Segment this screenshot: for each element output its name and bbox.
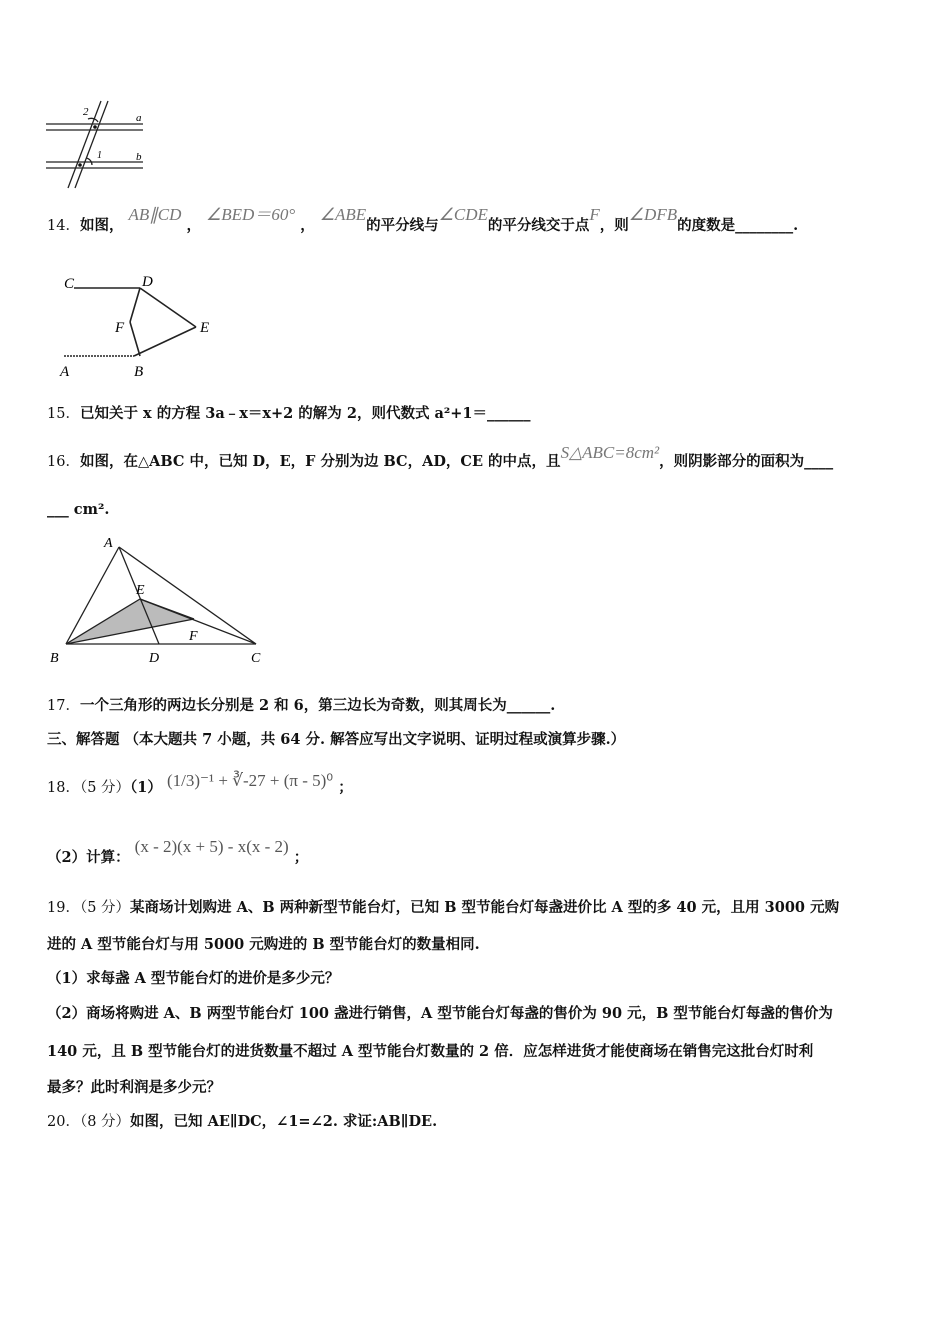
- q16-unit: ___ cm².: [47, 501, 110, 518]
- q19-score: （5 分）: [79, 900, 131, 916]
- point-e-label: E: [136, 583, 145, 598]
- question-19-line-5: [47, 1040, 813, 1061]
- q19-line-2-text: 进的 A 型节能台灯与用 5000 元购进的 B 型节能台灯的数量相同.: [47, 936, 480, 953]
- line-a-label: a: [136, 112, 142, 124]
- q14-text: 的平分线交于点: [487, 217, 590, 234]
- q19-number: 19．: [47, 900, 80, 916]
- q16-math-area: S△ABC=8cm²: [560, 443, 660, 462]
- question-19-part-2: [47, 1002, 833, 1023]
- q14-math-angle-dfb: ∠DFB: [628, 205, 678, 224]
- question-19-line-2: [47, 933, 480, 954]
- q18-part1-end: ；: [338, 779, 353, 796]
- question-15: [47, 402, 530, 423]
- q19-part-1-text: （1）求每盏 A 型节能台灯的进价是多少元？: [47, 970, 340, 987]
- question-14: [47, 205, 799, 250]
- q16-number: 16．: [47, 454, 80, 470]
- q18-part2-end: ；: [293, 849, 309, 866]
- question-18-part2: [47, 837, 309, 867]
- q14-math-angle-abe: ∠ABE: [319, 205, 367, 224]
- section-3-heading: [47, 728, 625, 749]
- q19-line-1: 某商场计划购进 A、B 两种新型节能台灯，已知 B 型节能台灯每盏进价比 A 型的多 40 元，且用 3000 元购: [130, 899, 840, 916]
- q16-text: 如图，在△ABC 中，已知 D，E，F 分别为边 BC，AD，CE 的中点，且: [79, 453, 561, 470]
- q15-text: 已知关于 x 的方程 3a﹣x＝x+2 的解为 2，则代数式 a²+1＝______: [79, 405, 531, 422]
- q14-math-point-f: F: [589, 205, 600, 224]
- angle-1-label: 1: [97, 150, 102, 161]
- line-b-label: b: [136, 151, 142, 163]
- q17-text: 一个三角形的两边长分别是 2 和 6，第三边长为奇数，则其周长为______.: [79, 697, 556, 714]
- q17-number: 17．: [47, 698, 80, 714]
- point-b-label: B: [134, 364, 144, 380]
- q14-comma: ，: [186, 217, 201, 234]
- triangle-midpoints-figure: [44, 532, 274, 670]
- question-18: [47, 771, 353, 797]
- vertex-c-label: C: [251, 651, 261, 666]
- point-d-label: D: [149, 651, 160, 666]
- q19-part-2-text: （2）商场将购进 A、B 两型节能台灯 100 盏进行销售，A 型节能台灯每盏的售价为 90 元，B 型节能台灯每盏的售价为: [47, 1005, 833, 1022]
- q18-score: （5 分）: [79, 780, 131, 796]
- q14-text: 的平分线与: [366, 217, 439, 234]
- question-17: [47, 694, 555, 715]
- q18-number: 18．: [47, 780, 80, 796]
- q18-part1-label: （1）: [130, 779, 162, 796]
- q14-text: 如图，: [79, 217, 124, 234]
- point-e-label: E: [200, 320, 210, 336]
- vertex-b-label: B: [50, 651, 59, 666]
- q19-line-5-text: 140 元，且 B 型节能台灯的进货数量不超过 A 型节能台灯数量的 2 倍．应怎样进货才能使商场在销售完这批台灯时利: [47, 1043, 814, 1060]
- section-3-text: 三、解答题 （本大题共 7 小题，共 64 分. 解答应写出文字说明、证明过程或演算步骤.）: [47, 731, 626, 748]
- q14-answer-blank: 的度数是________.: [677, 217, 799, 234]
- point-d-label: D: [142, 274, 153, 290]
- question-16: [47, 443, 834, 471]
- question-19-part-1: [47, 967, 339, 988]
- q20-text: 如图，已知 AE∥DC，∠1=∠2. 求证:AB∥DE.: [130, 1113, 438, 1130]
- q14-math-parallel: AB∥CD: [128, 205, 182, 224]
- point-a-label: A: [60, 364, 70, 380]
- angle-2-label: 2: [83, 106, 89, 118]
- point-f-label: F: [189, 629, 198, 644]
- q19-line-6-text: 最多？此时利润是多少元？: [47, 1079, 221, 1096]
- q15-number: 15．: [47, 406, 80, 422]
- q18-part2-label: （2）计算：: [47, 849, 130, 866]
- question-19-line-6: [47, 1076, 221, 1097]
- q20-score: （8 分）: [79, 1114, 131, 1130]
- point-f-label: F: [115, 320, 125, 336]
- q14-math-angle-bed: ∠BED＝60°: [206, 205, 296, 224]
- vertex-a-label: A: [104, 536, 113, 551]
- q14-math-angle-cde: ∠CDE: [438, 205, 488, 224]
- pentagon-figure: [50, 270, 230, 385]
- point-c-label: C: [64, 276, 75, 292]
- q14-comma: ，: [300, 217, 315, 234]
- q20-number: 20．: [47, 1114, 80, 1130]
- question-20: [47, 1110, 437, 1131]
- q16-answer-blank: ，则阴影部分的面积为____: [659, 453, 834, 470]
- q18-expression-2: (x - 2)(x + 5) - x(x - 2): [134, 837, 289, 856]
- q14-number: 14．: [47, 218, 80, 234]
- q14-text: ，则: [599, 217, 629, 234]
- parallel-lines-figure: [40, 98, 155, 193]
- question-16-continued: [47, 501, 109, 518]
- question-19: [47, 896, 839, 917]
- q18-expression-1: (1/3)⁻¹ + ∛-27 + (π - 5)⁰: [166, 771, 334, 790]
